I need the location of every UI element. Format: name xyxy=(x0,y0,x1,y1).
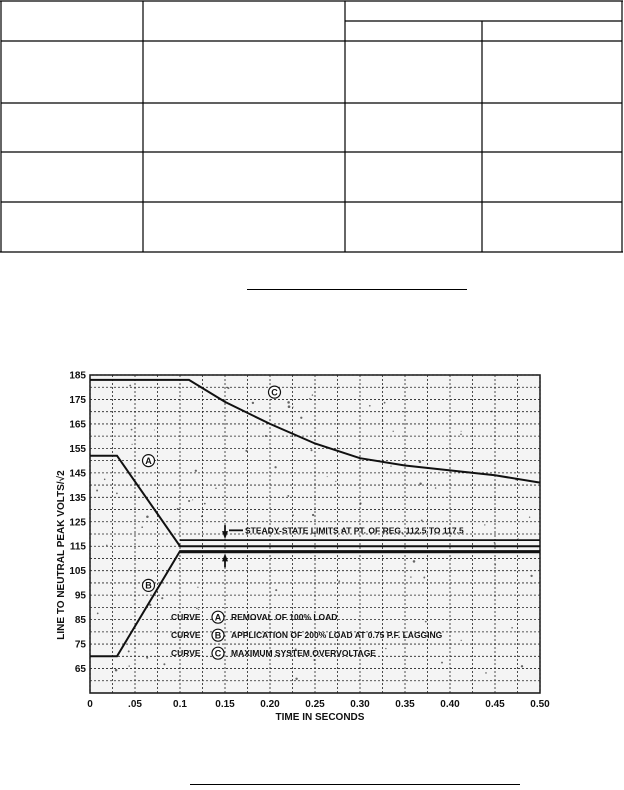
paper-speck xyxy=(116,493,118,495)
paper-speck xyxy=(192,499,193,500)
y-tick-label: 95 xyxy=(74,590,86,602)
curve-mark-c-label: C xyxy=(271,387,278,398)
y-tick-label: 185 xyxy=(69,370,86,382)
paper-speck xyxy=(529,517,530,518)
paper-speck xyxy=(104,479,106,481)
x-axis-title: TIME IN SECONDS xyxy=(275,712,365,723)
x-tick-label: 0.45 xyxy=(485,699,505,710)
paper-speck xyxy=(384,402,386,404)
paper-speck xyxy=(197,587,198,588)
y-tick-label: 85 xyxy=(74,615,86,627)
paper-speck xyxy=(295,678,297,680)
paper-speck xyxy=(188,500,190,502)
paper-speck xyxy=(287,495,289,497)
y-tick-label: 65 xyxy=(74,664,86,676)
y-axis-title: LINE TO NEUTRAL PEAK VOLTS/√2 xyxy=(56,470,67,640)
paper-speck xyxy=(441,662,443,664)
paper-speck xyxy=(312,394,313,395)
legend-text: REMOVAL OF 100% LOAD xyxy=(231,612,338,623)
paper-speck xyxy=(335,481,336,482)
y-tick-label: 125 xyxy=(69,517,86,529)
paper-speck xyxy=(521,665,523,667)
paper-speck xyxy=(128,650,130,652)
y-tick-label: 165 xyxy=(69,419,86,431)
legend-prefix: CURVE xyxy=(171,612,201,623)
curve-mark-b-label: B xyxy=(145,580,152,591)
y-tick-label: 105 xyxy=(69,566,86,578)
y-tick-label: 115 xyxy=(69,541,86,553)
legend-mark-b-label: B xyxy=(214,630,222,641)
paper-speck xyxy=(252,402,254,404)
paper-speck xyxy=(97,613,99,615)
paper-speck xyxy=(129,665,130,666)
paper-speck xyxy=(518,538,519,539)
paper-speck xyxy=(141,526,143,528)
paper-speck xyxy=(154,430,155,431)
paper-speck xyxy=(338,580,340,582)
paper-speck xyxy=(146,515,149,518)
paper-speck xyxy=(423,577,425,579)
x-tick-labels xyxy=(87,699,550,710)
x-tick-label: 0.35 xyxy=(395,699,415,710)
x-tick-label: 0.50 xyxy=(530,699,550,710)
y-tick-label: 135 xyxy=(69,492,86,504)
paper-speck xyxy=(511,627,513,629)
paper-speck xyxy=(484,524,485,525)
paper-speck xyxy=(300,417,302,419)
legend-prefix: CURVE xyxy=(171,648,201,659)
paper-speck xyxy=(115,669,118,672)
paper-speck xyxy=(287,401,290,404)
legend-mark-c-label: C xyxy=(214,648,222,659)
paper-speck xyxy=(311,449,313,451)
y-tick-labels xyxy=(69,371,86,676)
paper-speck xyxy=(419,482,421,484)
paper-speck xyxy=(163,663,165,665)
paper-speck xyxy=(425,621,427,623)
paper-speck xyxy=(385,648,386,649)
paper-speck xyxy=(288,405,291,408)
curve-mark-a-label: A xyxy=(145,455,152,466)
paper-speck xyxy=(413,560,416,563)
legend-mark-a-label: A xyxy=(214,612,222,623)
empty-table xyxy=(0,0,623,253)
paper-speck xyxy=(460,434,462,436)
paper-speck xyxy=(461,640,462,641)
x-tick-label: 0.20 xyxy=(260,699,280,710)
paper-speck xyxy=(198,609,199,610)
x-tick-label: 0.1 xyxy=(173,699,187,710)
paper-speck xyxy=(215,488,217,490)
paper-speck xyxy=(369,405,371,407)
paper-speck xyxy=(421,519,423,521)
paper-speck xyxy=(96,490,98,492)
voltage-transient-chart xyxy=(50,355,610,750)
paper-speck xyxy=(195,470,197,472)
caption-rule xyxy=(247,289,467,290)
paper-speck xyxy=(131,429,133,431)
annotation-text: STEADY-STATE LIMITS AT PT. OF REG. 112.5 TO 117.5 xyxy=(245,525,464,536)
paper-speck xyxy=(131,444,132,445)
legend-prefix: CURVE xyxy=(171,630,201,641)
y-tick-label: 155 xyxy=(69,443,86,455)
paper-speck xyxy=(393,431,394,432)
legend-text: APPLICATION OF 200% LOAD AT 0.75 P.F. LAGGING xyxy=(231,630,443,641)
paper-speck xyxy=(161,597,163,599)
paper-speck xyxy=(312,514,314,516)
paper-speck xyxy=(435,487,437,489)
y-tick-label: 145 xyxy=(69,468,86,480)
paper-speck xyxy=(461,431,462,432)
x-tick-label: 0.30 xyxy=(350,699,370,710)
paper-speck xyxy=(204,503,206,505)
paper-speck xyxy=(410,576,411,577)
x-tick-label: 0.15 xyxy=(215,699,235,710)
paper-speck xyxy=(129,385,131,387)
legend-text: MAXIMUM SYSTEM OVERVOLTAGE xyxy=(231,648,376,659)
x-tick-label: .05 xyxy=(128,699,142,710)
paper-speck xyxy=(275,589,277,591)
caption-rule xyxy=(190,784,520,785)
paper-speck xyxy=(146,657,148,659)
x-tick-label: 0.25 xyxy=(305,699,325,710)
y-tick-label: 75 xyxy=(74,639,86,651)
x-tick-label: 0.40 xyxy=(440,699,460,710)
paper-speck xyxy=(530,575,532,577)
paper-speck xyxy=(485,672,487,674)
x-tick-label: 0 xyxy=(87,699,93,710)
paper-speck xyxy=(274,466,276,468)
paper-speck xyxy=(327,476,328,477)
y-tick-label: 175 xyxy=(69,394,86,406)
paper-speck xyxy=(390,465,391,466)
paper-speck xyxy=(196,608,197,609)
